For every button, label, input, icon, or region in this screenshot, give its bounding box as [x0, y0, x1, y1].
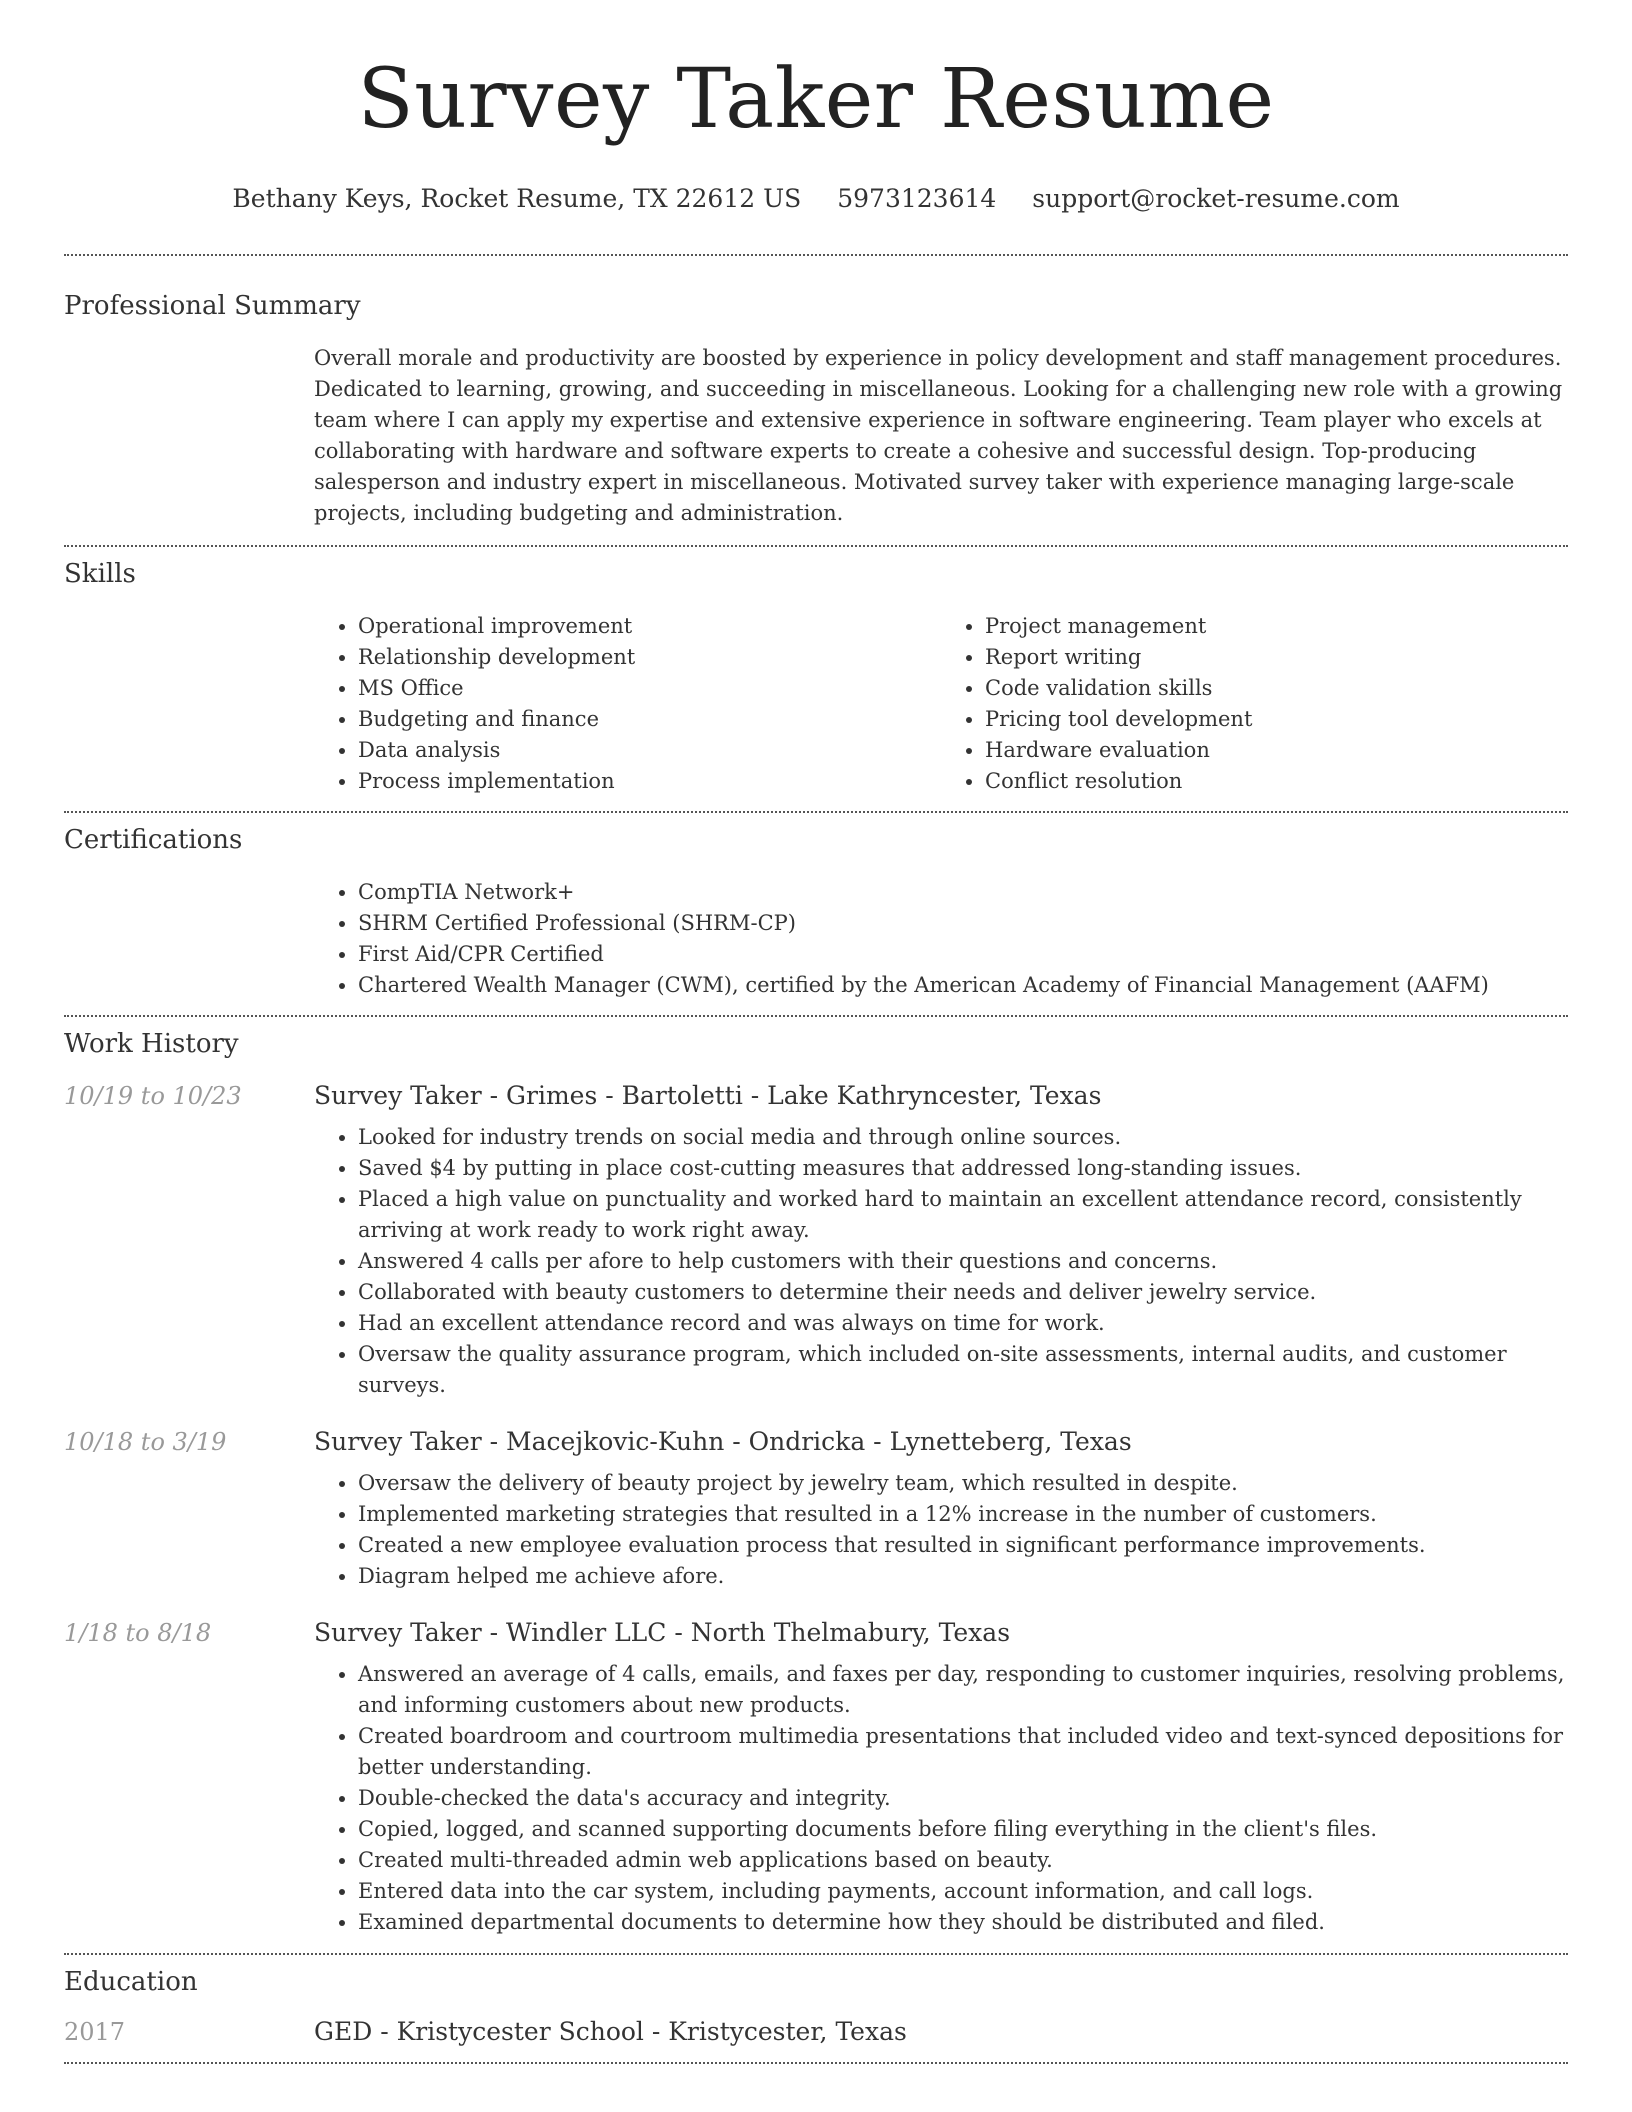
skill-item: • Project management: [985, 611, 1568, 642]
job-bullet: • Entered data into the car system, including payments, account information, and call logs.: [358, 1876, 1568, 1907]
job-bullets: [314, 1122, 1568, 1401]
certification-item: • SHRM Certified Professional (SHRM-CP): [358, 908, 1568, 939]
job-bullet: • Oversaw the delivery of beauty project by jewelry team, which resulted in despite.: [358, 1468, 1568, 1499]
summary-heading: Professional Summary: [64, 291, 361, 321]
skills-heading: Skills: [64, 559, 136, 589]
job-header: [64, 1618, 1568, 1647]
skills-list-left: [314, 611, 941, 797]
skills-list-right: [941, 611, 1568, 797]
job-bullet: • Copied, logged, and scanned supporting documents before filing everything in the client's files.: [358, 1814, 1568, 1845]
job-dates: 1/18 to 8/18: [64, 1619, 212, 1647]
skill-item: • Relationship development: [358, 642, 941, 673]
job-dates: 10/18 to 3/19: [64, 1428, 227, 1456]
skill-item: • Report writing: [985, 642, 1568, 673]
job-title: Survey Taker - Windler LLC - North Thelmabury, Texas: [314, 1618, 1011, 1647]
job-entry: [64, 1081, 1568, 1401]
job-header: [64, 1081, 1568, 1110]
education-title: GED - Kristycester School - Kristycester, Texas: [314, 2017, 907, 2046]
job-dates: 10/19 to 10/23: [64, 1082, 242, 1110]
job-bullet: • Looked for industry trends on social media and through online sources.: [358, 1122, 1568, 1153]
skills-content: [314, 611, 1568, 797]
job-title: Survey Taker - Macejkovic-Kuhn - Ondricka - Lynetteberg, Texas: [314, 1427, 1132, 1456]
summary-content: [314, 343, 1568, 529]
education-entry: [64, 2017, 1568, 2046]
contact-line: [64, 184, 1568, 214]
certification-item: • First Aid/CPR Certified: [358, 939, 1568, 970]
job-bullet: • Placed a high value on punctuality and worked hard to maintain an excellent attendance record, consistently arriving at work ready to work right away.: [358, 1184, 1568, 1246]
education-section: [64, 1955, 1568, 2062]
work-heading: Work History: [64, 1029, 239, 1059]
job-bullet: • Created a new employee evaluation process that resulted in significant performance improvements.: [358, 1530, 1568, 1561]
skill-item: • MS Office: [358, 673, 941, 704]
certification-item: • CompTIA Network+: [358, 877, 1568, 908]
skill-item: • Budgeting and finance: [358, 704, 941, 735]
skills-section: [64, 547, 1568, 811]
job-header: [64, 1427, 1568, 1456]
job-bullet: • Answered 4 calls per afore to help customers with their questions and concerns.: [358, 1246, 1568, 1277]
skill-item: • Operational improvement: [358, 611, 941, 642]
summary-section: [64, 256, 1568, 545]
contact-email: support@rocket-resume.com: [1032, 184, 1400, 213]
skill-item: • Pricing tool development: [985, 704, 1568, 735]
skill-item: • Data analysis: [358, 735, 941, 766]
contact-phone: 5973123614: [837, 184, 997, 213]
summary-text: Overall morale and productivity are boosted by experience in policy development and staff management procedures. Dedicated to learning, growing, and succeeding in miscellaneous. Looking for a challenging new role with a growing team where I can apply my expertise and extensive experience in software engineering. Team player who excels at collaborating with hardware and software experts to create a cohesive and successful design. Top-producing salesperson and industry expert in miscellaneous. Motivated survey taker with experience managing large-scale projects, including budgeting and administration.: [314, 346, 1563, 525]
certification-item: • Chartered Wealth Manager (CWM), certified by the American Academy of Financial Management (AAFM): [358, 970, 1568, 1001]
certifications-heading: Certifications: [64, 825, 243, 855]
job-title: Survey Taker - Grimes - Bartoletti - Lake Kathryncester, Texas: [314, 1081, 1102, 1110]
job-duties: [314, 1122, 1568, 1401]
contact-address: Bethany Keys, Rocket Resume, TX 22612 US: [232, 184, 802, 213]
job-bullet: • Diagram helped me achieve afore.: [358, 1561, 1568, 1592]
education-heading: Education: [64, 1967, 198, 1997]
job-bullet: • Examined departmental documents to determine how they should be distributed and filed.: [358, 1907, 1568, 1938]
job-bullet: • Created multi-threaded admin web applications based on beauty.: [358, 1845, 1568, 1876]
certifications-list: [314, 877, 1568, 1001]
skill-item: • Conflict resolution: [985, 766, 1568, 797]
certifications-content: [314, 877, 1568, 1001]
job-bullets: [314, 1468, 1568, 1592]
job-bullets: [314, 1659, 1568, 1938]
job-entry: [64, 1618, 1568, 1938]
job-entry: [64, 1427, 1568, 1592]
job-bullet: • Answered an average of 4 calls, emails, and faxes per day, responding to customer inquiries, resolving problems, and informing customers about new products.: [358, 1659, 1568, 1721]
skill-item: • Hardware evaluation: [985, 735, 1568, 766]
skill-item: • Code validation skills: [985, 673, 1568, 704]
divider: [64, 2062, 1568, 2064]
job-duties: [314, 1468, 1568, 1592]
education-year: 2017: [64, 2018, 126, 2046]
job-bullet: • Collaborated with beauty customers to determine their needs and deliver jewelry service.: [358, 1277, 1568, 1308]
job-bullet: • Implemented marketing strategies that resulted in a 12% increase in the number of customers.: [358, 1499, 1568, 1530]
job-bullet: • Created boardroom and courtroom multimedia presentations that included video and text-synced depositions for better understanding.: [358, 1721, 1568, 1783]
job-bullet: • Oversaw the quality assurance program, which included on-site assessments, internal audits, and customer surveys.: [358, 1339, 1568, 1401]
work-section: [64, 1017, 1568, 1953]
resume-title: Survey Taker Resume: [357, 52, 1275, 147]
job-bullet: • Had an excellent attendance record and was always on time for work.: [358, 1308, 1568, 1339]
certifications-section: [64, 813, 1568, 1015]
job-duties: [314, 1659, 1568, 1938]
job-bullet: • Double-checked the data's accuracy and integrity.: [358, 1783, 1568, 1814]
skill-item: • Process implementation: [358, 766, 941, 797]
job-bullet: • Saved $4 by putting in place cost-cutting measures that addressed long-standing issues.: [358, 1153, 1568, 1184]
